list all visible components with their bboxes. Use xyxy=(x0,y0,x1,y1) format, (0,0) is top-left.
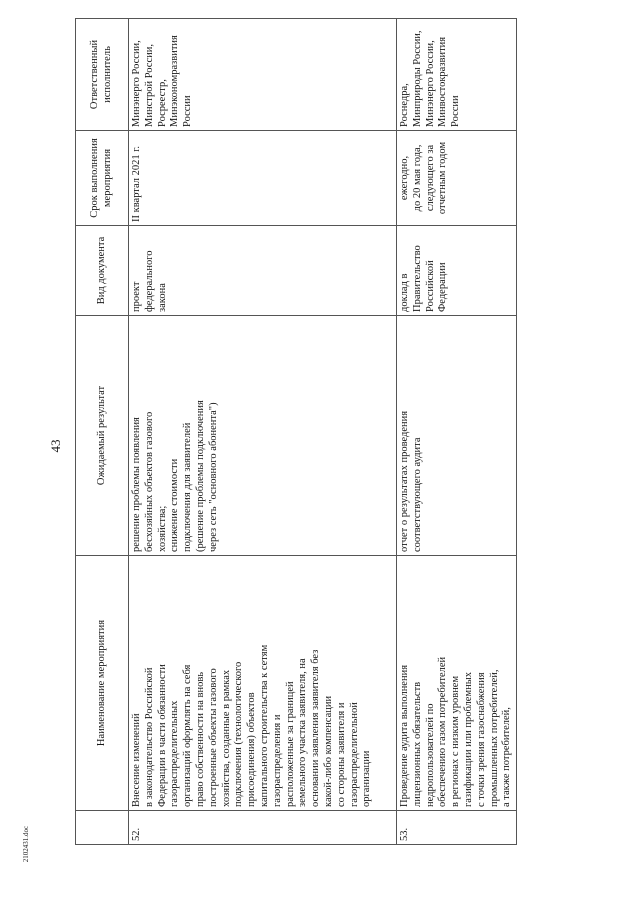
row-doc-type-text: доклад в Правительство Российской Федерации xyxy=(399,245,449,312)
row-num: 52. xyxy=(129,811,397,845)
row-result-text: решение проблемы появления бесхозяйных объектов газового хозяйства; снижение стоимости подключения для заявителей (решение проблемы подключения через сеть "основного абонента") xyxy=(131,400,219,552)
row-name-text: Проведение аудита выполнения лицензионных обязательств недропользователей по обеспечению газом потребителей в регионах с низким уровнем газификации или проблемных с точки зрения газоснабжения промышленных потребителей, а также потребителей, xyxy=(399,656,513,807)
row-executor-text: Роснедра, Минприроды России, Минэнерго России, Минвостокразвития России xyxy=(399,30,462,127)
row-deadline-text: II квартал 2021 г. xyxy=(131,145,142,222)
header-executor: Ответственный исполнитель xyxy=(76,19,129,131)
row-executor xyxy=(129,19,397,131)
header-name: Наименование мероприятия xyxy=(76,556,129,811)
row-executor xyxy=(397,19,517,131)
row-result xyxy=(129,316,397,556)
row-doc-type-text: проект федерального закона xyxy=(131,250,168,312)
row-doc-type xyxy=(397,226,517,316)
document-code: 2102431.doc xyxy=(22,825,30,863)
row-num: 53. xyxy=(397,811,517,845)
row-executor-text: Минэнерго России, Минстрой России, Росреестр, Минэкономразвития России xyxy=(131,35,194,127)
row-deadline xyxy=(129,131,397,226)
row-name xyxy=(397,556,517,811)
row-name-text: Внесение изменений в законодательство Российской Федерации в части обязанности газораспределительных организаций оформлять на себя право собственности на вновь построенные объекты газового хозяйства, созданные в рамках подключения (технологического присоединения) объектов капитального строительства к сетям газораспределения и расположенные за границей земельного участка заявителя, на основании заявления заявителя без какой-либо компенсации со стороны заявителя и газораспределительной организации xyxy=(131,644,373,807)
row-doc-type xyxy=(129,226,397,316)
header-deadline: Срок выполнения мероприятия xyxy=(76,131,129,226)
header-doc-type: Вид документа xyxy=(76,226,129,316)
header-num xyxy=(76,811,129,845)
row-name xyxy=(129,556,397,811)
rotated-table-container xyxy=(75,19,513,845)
row-result-text: отчет о результатах проведения соответствующего аудита xyxy=(399,410,423,552)
page-number: 43 xyxy=(48,439,63,453)
measures-table xyxy=(75,18,517,845)
row-result xyxy=(397,316,517,556)
row-deadline-text: ежегодно, до 20 мая года, следующего за отчетным годом xyxy=(399,141,449,215)
row-deadline xyxy=(397,131,517,226)
table-row xyxy=(397,19,517,845)
table-row xyxy=(129,19,397,845)
header-result: Ожидаемый результат xyxy=(76,316,129,556)
table-header-row xyxy=(76,19,129,845)
